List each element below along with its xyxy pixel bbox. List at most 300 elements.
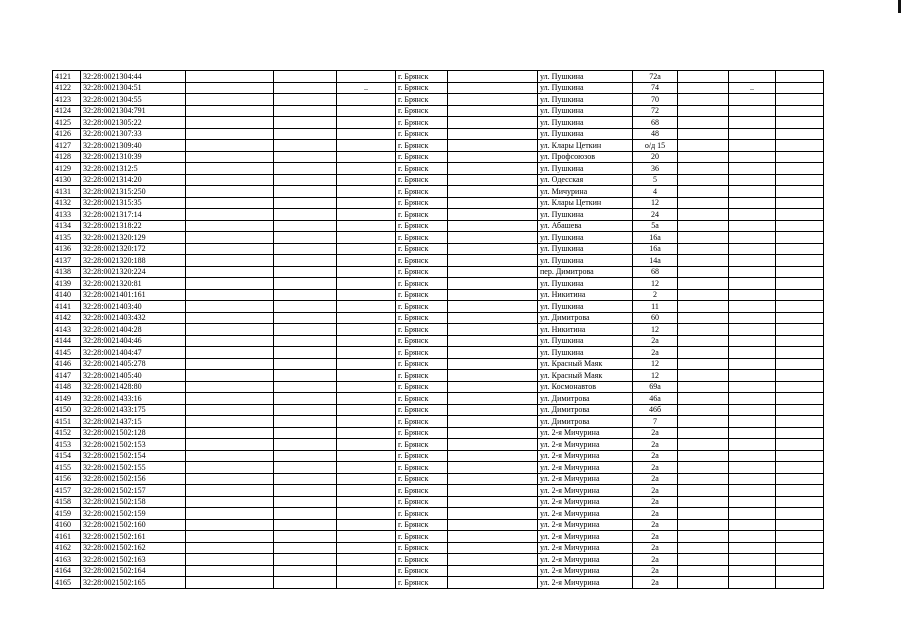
cell-ditto-mark [337, 439, 396, 451]
cell-row-number: 4152 [53, 427, 81, 439]
cell-city: г. Брянск [396, 439, 448, 451]
cell-empty [776, 335, 824, 347]
cell-empty [678, 163, 729, 175]
cell-city: г. Брянск [396, 140, 448, 152]
cell-empty [274, 151, 337, 163]
cell-empty [448, 278, 538, 290]
cell-house-number: 20 [633, 151, 678, 163]
cell-row-number: 4123 [53, 94, 81, 106]
cell-city: г. Брянск [396, 324, 448, 336]
cell-empty [678, 243, 729, 255]
cell-row-number: 4158 [53, 496, 81, 508]
table-row [53, 531, 824, 543]
cell-city: г. Брянск [396, 117, 448, 129]
cell-ditto-mark [337, 301, 396, 313]
cell-empty [776, 220, 824, 232]
cell-empty [186, 439, 274, 451]
cell-cadastral-number: 32:28:0021502:158 [81, 496, 186, 508]
cell-city: г. Брянск [396, 174, 448, 186]
cell-empty [186, 542, 274, 554]
cell-row-number: 4127 [53, 140, 81, 152]
cell-empty [186, 324, 274, 336]
cell-city: г. Брянск [396, 163, 448, 175]
registry-rows [53, 71, 824, 589]
cell-empty [186, 531, 274, 543]
cell-empty [448, 94, 538, 106]
cell-empty [274, 312, 337, 324]
cell-empty [274, 393, 337, 405]
cell-street: ул. Красный Маяк [538, 358, 633, 370]
cell-cadastral-number: 32:28:0021502:163 [81, 554, 186, 566]
cell-house-number: 12 [633, 324, 678, 336]
cell-ditto-mark [729, 347, 776, 359]
cell-street: ул. 2-я Мичурина [538, 450, 633, 462]
cell-city: г. Брянск [396, 554, 448, 566]
cell-row-number: 4122 [53, 82, 81, 94]
cell-street: ул. Никитина [538, 289, 633, 301]
cell-empty [776, 186, 824, 198]
cell-ditto-mark [337, 266, 396, 278]
cell-street: ул. Клары Цеткин [538, 197, 633, 209]
cell-house-number: 36 [633, 163, 678, 175]
cell-empty [678, 542, 729, 554]
table-row [53, 393, 824, 405]
cell-ditto-mark [337, 140, 396, 152]
cell-empty [678, 209, 729, 221]
table-row [53, 335, 824, 347]
cell-ditto-mark [337, 128, 396, 140]
cell-city: г. Брянск [396, 105, 448, 117]
cell-cadastral-number: 32:28:0021315:250 [81, 186, 186, 198]
cell-ditto-mark [337, 554, 396, 566]
cell-empty [448, 393, 538, 405]
cell-empty [274, 140, 337, 152]
cell-house-number: о/д 15 [633, 140, 678, 152]
cell-row-number: 4130 [53, 174, 81, 186]
cell-empty [186, 358, 274, 370]
table-row [53, 163, 824, 175]
cell-house-number: 2а [633, 542, 678, 554]
table-row [53, 542, 824, 554]
table-row [53, 71, 824, 83]
cell-empty [678, 416, 729, 428]
cell-row-number: 4132 [53, 197, 81, 209]
cell-empty [678, 140, 729, 152]
cell-house-number: 46б [633, 404, 678, 416]
cell-cadastral-number: 32:28:0021309:40 [81, 140, 186, 152]
cell-ditto-mark [729, 427, 776, 439]
cell-ditto-mark [337, 393, 396, 405]
cell-empty [186, 347, 274, 359]
cell-empty [186, 381, 274, 393]
cell-city: г. Брянск [396, 508, 448, 520]
cell-cadastral-number: 32:28:0021405:40 [81, 370, 186, 382]
cell-street: ул. Космонавтов [538, 381, 633, 393]
table-row [53, 450, 824, 462]
cell-ditto-mark [729, 554, 776, 566]
cell-city: г. Брянск [396, 496, 448, 508]
cell-house-number: 69а [633, 381, 678, 393]
cell-empty [274, 416, 337, 428]
cell-ditto-mark [729, 381, 776, 393]
cell-ditto-mark [337, 335, 396, 347]
cell-cadastral-number: 32:28:0021403:432 [81, 312, 186, 324]
cell-ditto-mark [729, 404, 776, 416]
cell-empty [186, 404, 274, 416]
cell-empty [448, 117, 538, 129]
cell-cadastral-number: 32:28:0021405:278 [81, 358, 186, 370]
cell-empty [274, 220, 337, 232]
cell-empty [776, 347, 824, 359]
table-row [53, 197, 824, 209]
cell-empty [678, 577, 729, 589]
cell-empty [274, 289, 337, 301]
cell-empty [448, 565, 538, 577]
cell-empty [274, 278, 337, 290]
table-row [53, 324, 824, 336]
cell-house-number: 2а [633, 485, 678, 497]
cell-empty [274, 565, 337, 577]
cell-ditto-mark [729, 151, 776, 163]
scan-margin-mark [898, 0, 901, 13]
cell-city: г. Брянск [396, 531, 448, 543]
cell-empty [448, 404, 538, 416]
cell-house-number: 74 [633, 82, 678, 94]
cell-city: г. Брянск [396, 289, 448, 301]
cell-ditto-mark [729, 163, 776, 175]
cell-empty [776, 496, 824, 508]
cell-empty [678, 255, 729, 267]
cell-empty [274, 370, 337, 382]
cell-row-number: 4139 [53, 278, 81, 290]
cell-row-number: 4145 [53, 347, 81, 359]
cell-ditto-mark [729, 508, 776, 520]
cell-city: г. Брянск [396, 82, 448, 94]
cell-ditto-mark [337, 163, 396, 175]
cell-empty [186, 220, 274, 232]
cell-house-number: 2а [633, 496, 678, 508]
cell-street: ул. Красный Маяк [538, 370, 633, 382]
cell-ditto-mark [729, 358, 776, 370]
cell-empty [274, 335, 337, 347]
cell-empty [678, 485, 729, 497]
cell-empty [776, 117, 824, 129]
cell-ditto-mark [337, 278, 396, 290]
cell-row-number: 4150 [53, 404, 81, 416]
cell-empty [274, 301, 337, 313]
cell-house-number: 12 [633, 197, 678, 209]
cell-empty [186, 128, 274, 140]
table-row [53, 577, 824, 589]
cell-row-number: 4155 [53, 462, 81, 474]
cell-empty [776, 232, 824, 244]
cell-cadastral-number: 32:28:0021320:81 [81, 278, 186, 290]
cell-empty [274, 232, 337, 244]
cell-empty [776, 358, 824, 370]
cell-house-number: 2а [633, 531, 678, 543]
cell-empty [448, 416, 538, 428]
cell-city: г. Брянск [396, 232, 448, 244]
cell-empty [448, 427, 538, 439]
cell-empty [678, 496, 729, 508]
cell-empty [274, 94, 337, 106]
cell-empty [186, 197, 274, 209]
cell-ditto-mark [729, 312, 776, 324]
cell-ditto-mark [337, 496, 396, 508]
cell-cadastral-number: 32:28:0021320:129 [81, 232, 186, 244]
cell-cadastral-number: 32:28:0021404:46 [81, 335, 186, 347]
table-row [53, 416, 824, 428]
cell-empty [678, 439, 729, 451]
cell-ditto-mark [337, 347, 396, 359]
cell-house-number: 70 [633, 94, 678, 106]
cell-ditto-mark [337, 71, 396, 83]
cell-city: г. Брянск [396, 94, 448, 106]
cell-house-number: 46а [633, 393, 678, 405]
cell-empty [448, 151, 538, 163]
cell-ditto-mark [729, 565, 776, 577]
cell-city: г. Брянск [396, 255, 448, 267]
cell-empty [776, 174, 824, 186]
cell-empty [678, 427, 729, 439]
cell-house-number: 7 [633, 416, 678, 428]
cell-ditto-mark [337, 105, 396, 117]
cell-empty [448, 347, 538, 359]
cell-empty [274, 473, 337, 485]
cell-empty [678, 105, 729, 117]
table-row [53, 220, 824, 232]
cell-cadastral-number: 32:28:0021403:40 [81, 301, 186, 313]
cell-house-number: 72а [633, 71, 678, 83]
cell-empty [274, 404, 337, 416]
cell-ditto-mark [337, 94, 396, 106]
cell-row-number: 4138 [53, 266, 81, 278]
cell-empty [274, 174, 337, 186]
cell-ditto-mark [729, 278, 776, 290]
cell-house-number: 2а [633, 439, 678, 451]
cell-street: ул. 2-я Мичурина [538, 462, 633, 474]
cell-empty [776, 278, 824, 290]
cell-empty [678, 266, 729, 278]
cell-street: ул. 2-я Мичурина [538, 439, 633, 451]
cell-ditto-mark [729, 174, 776, 186]
cell-city: г. Брянск [396, 266, 448, 278]
cell-city: г. Брянск [396, 381, 448, 393]
cell-empty [776, 209, 824, 221]
cell-ditto-mark [729, 128, 776, 140]
cell-empty [776, 473, 824, 485]
cell-empty [776, 128, 824, 140]
cell-empty [678, 381, 729, 393]
cell-cadastral-number: 32:28:0021320:188 [81, 255, 186, 267]
cell-empty [678, 473, 729, 485]
cell-city: г. Брянск [396, 312, 448, 324]
cell-cadastral-number: 32:28:0021304:791 [81, 105, 186, 117]
cell-empty [448, 266, 538, 278]
cell-empty [274, 485, 337, 497]
cell-row-number: 4133 [53, 209, 81, 221]
cell-cadastral-number: 32:28:0021404:28 [81, 324, 186, 336]
cell-empty [186, 94, 274, 106]
cell-ditto-mark [729, 197, 776, 209]
cell-empty [186, 462, 274, 474]
cell-ditto-mark [337, 197, 396, 209]
cell-row-number: 4129 [53, 163, 81, 175]
cell-row-number: 4136 [53, 243, 81, 255]
cell-ditto-mark [729, 485, 776, 497]
cell-ditto-mark [337, 381, 396, 393]
cell-empty [448, 174, 538, 186]
cell-street: пер. Димитрова [538, 266, 633, 278]
cell-cadastral-number: 32:28:0021315:35 [81, 197, 186, 209]
table-row [53, 209, 824, 221]
cell-empty [186, 278, 274, 290]
cell-house-number: 16а [633, 232, 678, 244]
table-row [53, 117, 824, 129]
cell-ditto-mark [729, 289, 776, 301]
cell-cadastral-number: 32:28:0021502:165 [81, 577, 186, 589]
cell-empty [678, 232, 729, 244]
cell-empty [678, 117, 729, 129]
cell-cadastral-number: 32:28:0021502:153 [81, 439, 186, 451]
cell-empty [448, 542, 538, 554]
table-row [53, 94, 824, 106]
cell-row-number: 4126 [53, 128, 81, 140]
cell-ditto-mark: .. [729, 82, 776, 94]
cell-empty [186, 519, 274, 531]
cell-empty [448, 508, 538, 520]
cell-empty [678, 301, 729, 313]
cell-street: ул. 2-я Мичурина [538, 427, 633, 439]
cell-ditto-mark [729, 220, 776, 232]
cell-empty [448, 186, 538, 198]
cell-house-number: 2а [633, 427, 678, 439]
cell-empty [776, 485, 824, 497]
cell-cadastral-number: 32:28:0021502:159 [81, 508, 186, 520]
cell-row-number: 4146 [53, 358, 81, 370]
cell-city: г. Брянск [396, 71, 448, 83]
registry-sheet [52, 70, 824, 589]
cell-house-number: 2а [633, 450, 678, 462]
cell-empty [776, 439, 824, 451]
cell-empty [186, 301, 274, 313]
cell-empty [678, 324, 729, 336]
cell-street: ул. Димитрова [538, 404, 633, 416]
cell-empty [186, 71, 274, 83]
cell-empty [776, 404, 824, 416]
cell-city: г. Брянск [396, 577, 448, 589]
cell-empty [678, 554, 729, 566]
cell-street: ул. 2-я Мичурина [538, 554, 633, 566]
cell-city: г. Брянск [396, 427, 448, 439]
cell-empty [186, 393, 274, 405]
cell-empty [678, 82, 729, 94]
cell-row-number: 4148 [53, 381, 81, 393]
cell-row-number: 4142 [53, 312, 81, 324]
table-row [53, 289, 824, 301]
table-row [53, 232, 824, 244]
cell-ditto-mark [337, 117, 396, 129]
cell-ditto-mark [729, 416, 776, 428]
table-row [53, 496, 824, 508]
cell-ditto-mark [337, 358, 396, 370]
cell-cadastral-number: 32:28:0021433:175 [81, 404, 186, 416]
cell-row-number: 4160 [53, 519, 81, 531]
cell-city: г. Брянск [396, 186, 448, 198]
cell-house-number: 60 [633, 312, 678, 324]
cell-ditto-mark [729, 577, 776, 589]
cell-empty [448, 209, 538, 221]
cell-city: г. Брянск [396, 220, 448, 232]
cell-cadastral-number: 32:28:0021304:55 [81, 94, 186, 106]
cell-empty [776, 105, 824, 117]
cell-empty [448, 312, 538, 324]
cell-house-number: 2а [633, 565, 678, 577]
cell-empty [776, 140, 824, 152]
table-row [53, 473, 824, 485]
cell-empty [274, 82, 337, 94]
cell-empty [776, 462, 824, 474]
cell-street: ул. Клары Цеткин [538, 140, 633, 152]
cell-empty [274, 105, 337, 117]
cell-empty [186, 370, 274, 382]
cell-empty [448, 255, 538, 267]
cell-ditto-mark [337, 427, 396, 439]
cell-street: ул. Пушкина [538, 255, 633, 267]
cell-empty [776, 416, 824, 428]
cell-empty [448, 140, 538, 152]
cell-cadastral-number: 32:28:0021502:162 [81, 542, 186, 554]
cell-empty [186, 416, 274, 428]
cell-empty [776, 565, 824, 577]
cell-empty [678, 508, 729, 520]
cell-ditto-mark [729, 439, 776, 451]
cell-city: г. Брянск [396, 301, 448, 313]
cell-ditto-mark [337, 209, 396, 221]
cell-empty [678, 358, 729, 370]
cell-house-number: 48 [633, 128, 678, 140]
cell-street: ул. Пушкина [538, 278, 633, 290]
cell-row-number: 4157 [53, 485, 81, 497]
table-row [53, 82, 824, 94]
cell-cadastral-number: 32:28:0021320:224 [81, 266, 186, 278]
cell-row-number: 4153 [53, 439, 81, 451]
cell-ditto-mark [337, 577, 396, 589]
cell-empty [186, 427, 274, 439]
cell-empty [274, 243, 337, 255]
cell-street: ул. Пушкина [538, 163, 633, 175]
cell-ditto-mark [337, 519, 396, 531]
cell-empty [448, 232, 538, 244]
cell-empty [776, 82, 824, 94]
cell-empty [274, 542, 337, 554]
cell-row-number: 4121 [53, 71, 81, 83]
cell-row-number: 4134 [53, 220, 81, 232]
cell-empty [448, 462, 538, 474]
cell-street: ул. Димитрова [538, 393, 633, 405]
cell-street: ул. Пушкина [538, 243, 633, 255]
cell-house-number: 68 [633, 117, 678, 129]
cell-row-number: 4124 [53, 105, 81, 117]
table-row [53, 485, 824, 497]
cell-ditto-mark [337, 531, 396, 543]
cell-street: ул. 2-я Мичурина [538, 531, 633, 543]
cell-empty [448, 128, 538, 140]
cell-empty [186, 473, 274, 485]
table-row [53, 347, 824, 359]
cell-house-number: 72 [633, 105, 678, 117]
cell-empty [448, 324, 538, 336]
